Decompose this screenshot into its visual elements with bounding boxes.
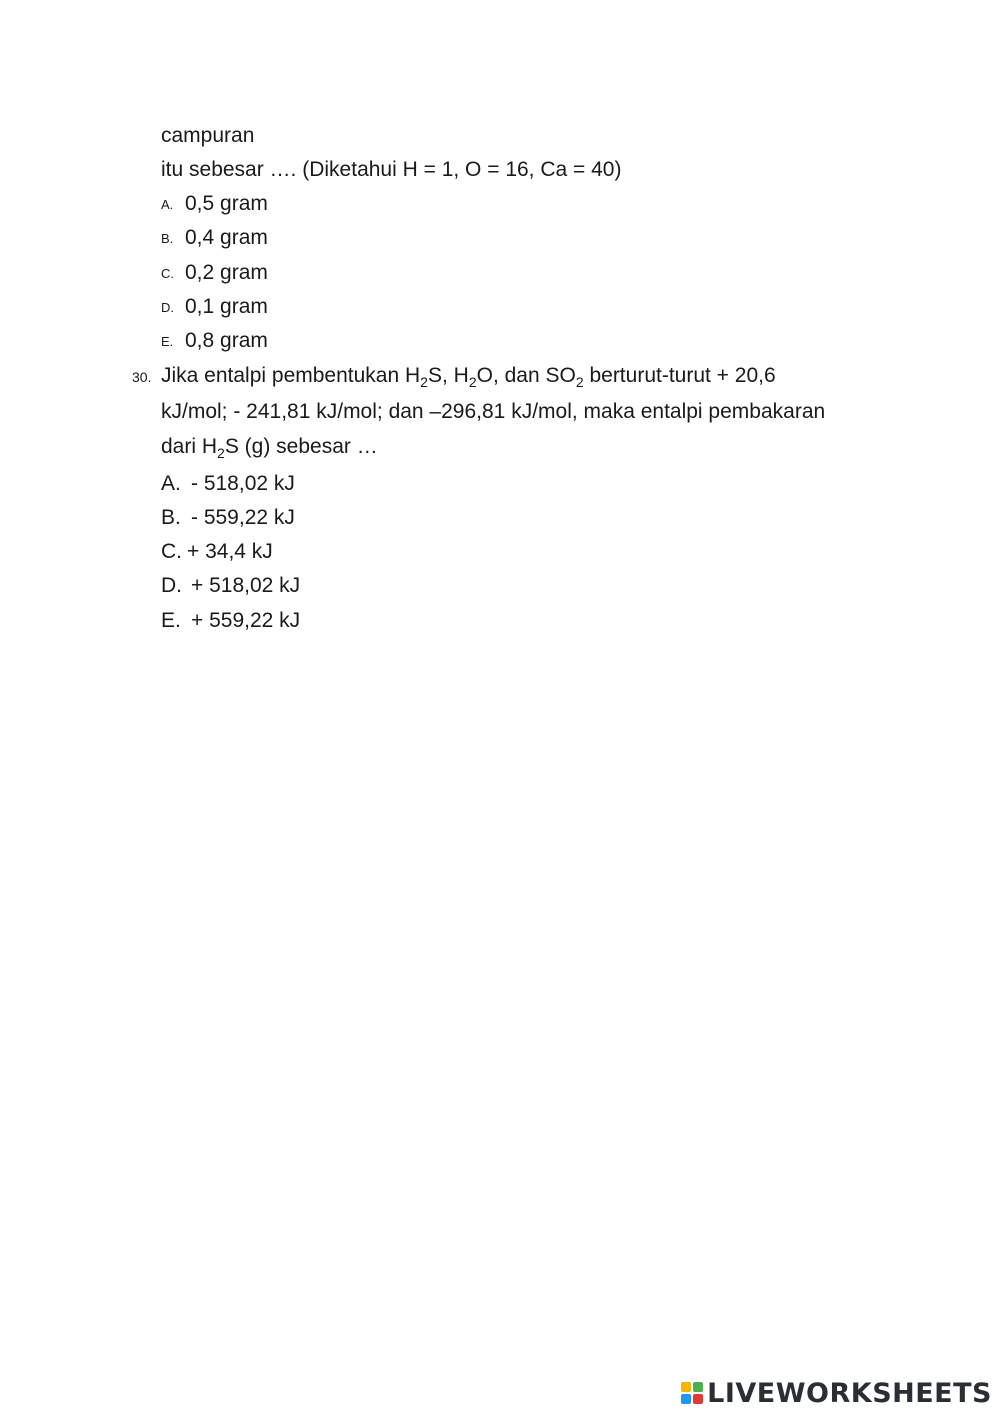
q30-text-part: berturut-turut + 20,6: [583, 364, 776, 387]
subscript: 2: [575, 374, 584, 390]
logo-square: [681, 1382, 691, 1392]
option-text: 0,8 gram: [185, 329, 268, 352]
option-letter: C.: [161, 266, 174, 281]
subscript: 2: [217, 445, 225, 461]
logo-square: [681, 1394, 691, 1404]
option-letter: E.: [161, 609, 181, 632]
option-letter: E.: [161, 334, 174, 349]
option-letter: D.: [161, 574, 182, 597]
option-row: [161, 572, 300, 600]
option-text: - 559,22 kJ: [191, 506, 295, 529]
q30-text-part: dari H: [161, 435, 218, 458]
q30-text-part: S, H: [427, 364, 469, 387]
option-letter: C.: [161, 540, 182, 563]
option-text: + 559,22 kJ: [191, 609, 301, 632]
logo-text: LIVEWORKSHEETS: [707, 1377, 992, 1409]
option-letter: B.: [161, 506, 181, 529]
option-text: - 518,02 kJ: [191, 472, 295, 495]
question-30-line1: [161, 362, 776, 390]
option-letter: D.: [161, 300, 174, 315]
option-row: [161, 504, 295, 532]
option-text: 0,4 gram: [185, 226, 268, 249]
subscript: 2: [468, 374, 477, 390]
option-row: [161, 538, 273, 566]
option-letter: A.: [161, 197, 174, 212]
option-letter: A.: [161, 472, 181, 495]
liveworksheets-logo[interactable]: [681, 1376, 992, 1410]
logo-icon: [681, 1382, 703, 1404]
q30-text-part: S (g) sebesar …: [224, 435, 378, 458]
option-text: 0,2 gram: [185, 261, 268, 284]
q30-text-part: Jika entalpi pembentukan H: [161, 364, 421, 387]
option-text: + 518,02 kJ: [191, 574, 301, 597]
option-text: + 34,4 kJ: [187, 540, 273, 563]
subscript: 2: [420, 374, 428, 390]
logo-square: [693, 1382, 703, 1392]
option-row: [161, 470, 295, 498]
question-number: 30.: [132, 369, 152, 385]
prev-question-text-line2: itu sebesar …. (Diketahui H = 1, O = 16, Ca = 40): [161, 158, 622, 181]
prev-question-text-line1: campuran: [161, 124, 255, 147]
option-letter: B.: [161, 231, 174, 246]
question-30-line3: [161, 433, 378, 461]
option-row: [161, 607, 300, 635]
option-text: 0,5 gram: [185, 192, 268, 215]
logo-square: [693, 1394, 703, 1404]
q30-text-part: O, dan SO: [476, 364, 576, 387]
option-text: 0,1 gram: [185, 295, 268, 318]
question-30-line2: kJ/mol; - 241,81 kJ/mol; dan –296,81 kJ/mol, maka entalpi pembakaran: [161, 400, 826, 423]
